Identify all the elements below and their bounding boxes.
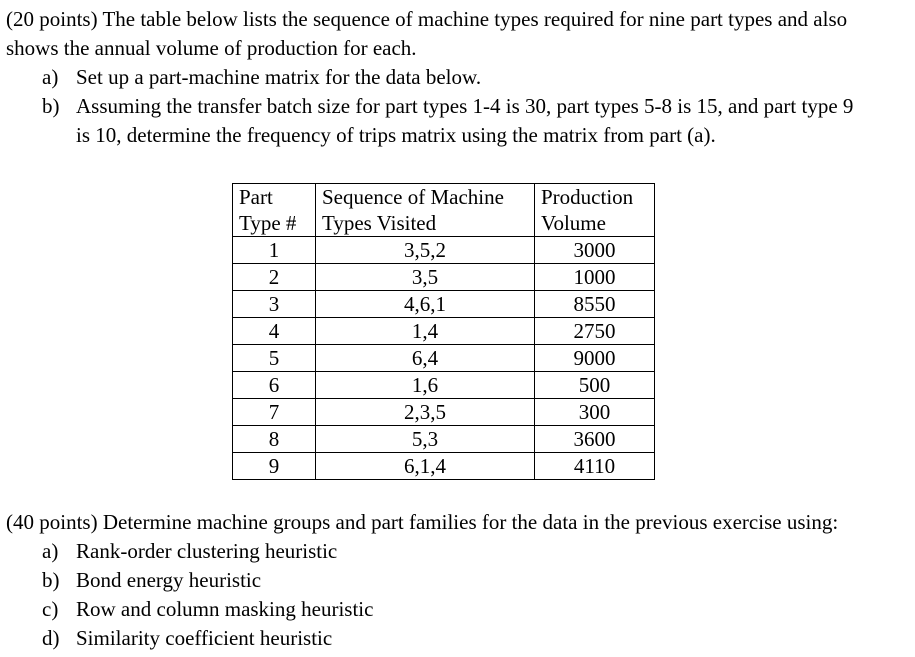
question-2 bbox=[6, 508, 911, 653]
cell-part: 5 bbox=[233, 345, 316, 372]
header-sequence bbox=[316, 184, 535, 237]
part-sequence-table-wrapper bbox=[232, 183, 655, 480]
cell-part: 4 bbox=[233, 318, 316, 345]
cell-volume: 300 bbox=[535, 399, 655, 426]
part-letter: b) bbox=[42, 568, 60, 592]
part-letter: b) bbox=[42, 94, 60, 118]
part-text: Bond energy heuristic bbox=[76, 568, 262, 592]
part-letter: a) bbox=[42, 539, 59, 563]
table-row bbox=[233, 426, 655, 453]
part-text: Set up a part-machine matrix for the data below. bbox=[76, 65, 482, 89]
part-sequence-table bbox=[232, 183, 655, 480]
cell-sequence: 6,1,4 bbox=[316, 453, 535, 480]
cell-volume: 2750 bbox=[535, 318, 655, 345]
cell-sequence: 2,3,5 bbox=[316, 399, 535, 426]
header-seq-line-1: Sequence of Machine bbox=[322, 185, 504, 209]
cell-volume: 3000 bbox=[535, 237, 655, 264]
cell-part: 1 bbox=[233, 237, 316, 264]
part-letter: c) bbox=[42, 597, 59, 621]
header-vol-line-2: Volume bbox=[541, 211, 606, 235]
question-2-part-d bbox=[6, 624, 911, 653]
part-text: Rank-order clustering heuristic bbox=[76, 539, 338, 563]
cell-volume: 4110 bbox=[535, 453, 655, 480]
part-text-line-2: is 10, determine the frequency of trips matrix using the matrix from part (a). bbox=[76, 123, 716, 147]
cell-volume: 500 bbox=[535, 372, 655, 399]
cell-sequence: 1,6 bbox=[316, 372, 535, 399]
part-letter: a) bbox=[42, 65, 59, 89]
table-row bbox=[233, 345, 655, 372]
cell-part: 2 bbox=[233, 264, 316, 291]
cell-sequence: 6,4 bbox=[316, 345, 535, 372]
part-text-line-1: Assuming the transfer batch size for part types 1-4 is 30, part types 5-8 is 15, and part type 9 bbox=[76, 94, 854, 118]
cell-volume: 3600 bbox=[535, 426, 655, 453]
cell-volume: 1000 bbox=[535, 264, 655, 291]
cell-sequence: 4,6,1 bbox=[316, 291, 535, 318]
question-1-part-b bbox=[6, 92, 911, 150]
table-row bbox=[233, 318, 655, 345]
cell-part: 3 bbox=[233, 291, 316, 318]
table-row bbox=[233, 372, 655, 399]
table-row bbox=[233, 237, 655, 264]
cell-sequence: 3,5,2 bbox=[316, 237, 535, 264]
question-1 bbox=[6, 5, 911, 150]
cell-volume: 9000 bbox=[535, 345, 655, 372]
cell-sequence: 3,5 bbox=[316, 264, 535, 291]
header-volume bbox=[535, 184, 655, 237]
cell-part: 8 bbox=[233, 426, 316, 453]
header-seq-line-2: Types Visited bbox=[322, 211, 437, 235]
question-1-part-a bbox=[6, 63, 911, 92]
header-part-line-2: Type # bbox=[239, 211, 297, 235]
table-row bbox=[233, 291, 655, 318]
question-2-part-c bbox=[6, 595, 911, 624]
header-part-type bbox=[233, 184, 316, 237]
cell-part: 7 bbox=[233, 399, 316, 426]
question-2-part-b bbox=[6, 566, 911, 595]
table-row bbox=[233, 399, 655, 426]
cell-part: 9 bbox=[233, 453, 316, 480]
part-text: Similarity coefficient heuristic bbox=[76, 626, 333, 650]
part-text: Row and column masking heuristic bbox=[76, 597, 374, 621]
table-row bbox=[233, 264, 655, 291]
cell-sequence: 5,3 bbox=[316, 426, 535, 453]
cell-sequence: 1,4 bbox=[316, 318, 535, 345]
cell-volume: 8550 bbox=[535, 291, 655, 318]
question-1-intro-line-2: shows the annual volume of production for each. bbox=[6, 36, 417, 60]
question-2-intro: (40 points) Determine machine groups and part families for the data in the previous exercise using: bbox=[6, 510, 839, 534]
question-2-part-a bbox=[6, 537, 911, 566]
part-letter: d) bbox=[42, 626, 60, 650]
question-1-intro bbox=[6, 5, 911, 63]
header-part-line-1: Part bbox=[239, 185, 273, 209]
cell-part: 6 bbox=[233, 372, 316, 399]
header-vol-line-1: Production bbox=[541, 185, 634, 209]
table-header-row bbox=[233, 184, 655, 237]
table-row bbox=[233, 453, 655, 480]
question-1-intro-line-1: (20 points) The table below lists the sequence of machine types required for nine part types and also bbox=[6, 7, 848, 31]
